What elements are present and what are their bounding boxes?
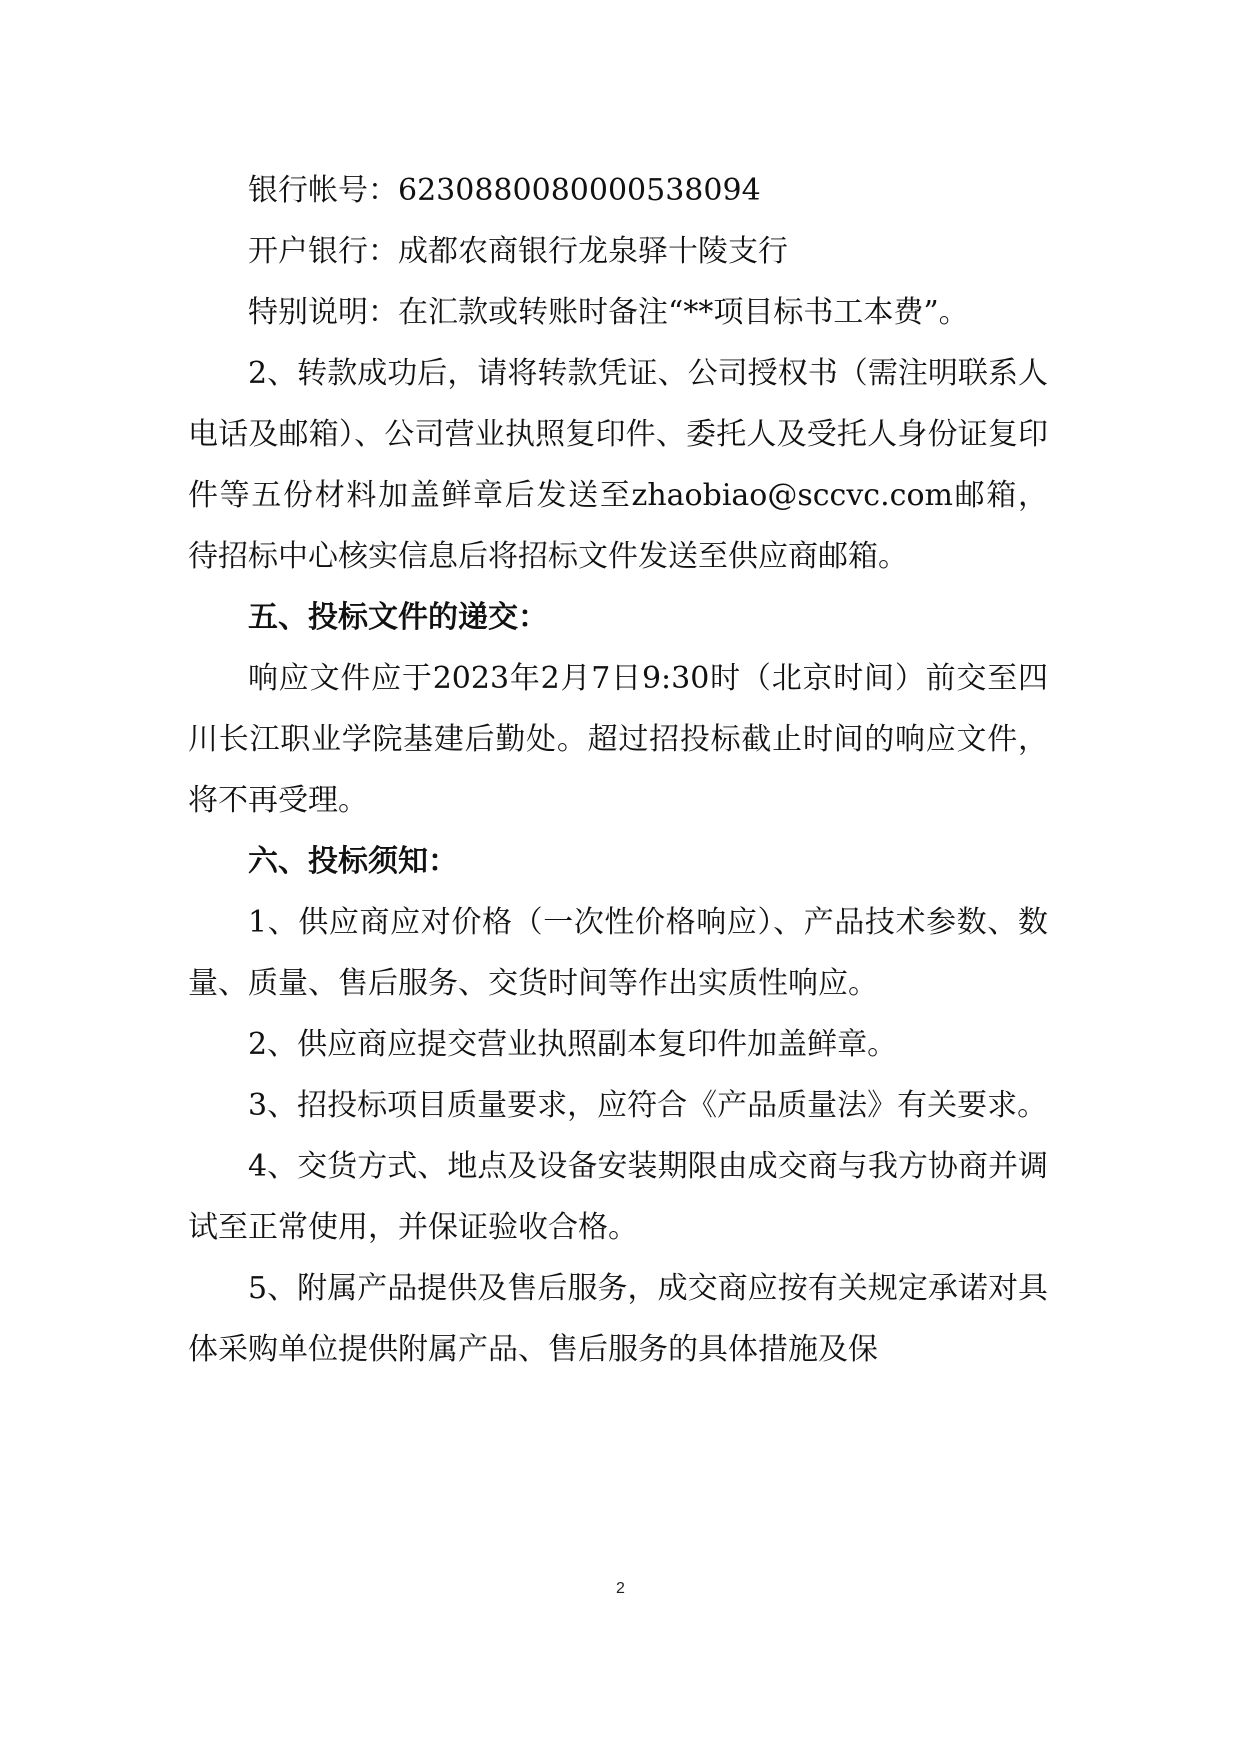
transfer-step-paragraph: 2、转款成功后，请将转款凭证、公司授权书（需注明联系人电话及邮箱）、公司营业执照复印件、委托人及受托人身份证复印件等五份材料加盖鲜章后发送至zhaobiao@sccvc.com邮箱，待招标中心核实信息后将招标文件发送至供应商邮箱。: [188, 356, 1048, 574]
notice-item-4: 4、交货方式、地点及设备安装期限由成交商与我方协商并调试至正常使用，并保证验收合格。: [188, 1149, 1048, 1245]
section-heading-notice: 六、投标须知：: [248, 844, 458, 879]
notice-item-3: 3、招投标项目质量要求，应符合《产品质量法》有关要求。: [248, 1088, 1048, 1123]
section-heading-submission: 五、投标文件的递交：: [248, 600, 548, 635]
notice-item-2: 2、供应商应提交营业执照副本复印件加盖鲜章。: [248, 1027, 898, 1062]
special-note-line: 特别说明：在汇款或转账时备注“**项目标书工本费”。: [248, 295, 969, 330]
bank-account-line: 银行帐号：6230880080000538094: [248, 173, 761, 208]
document-body: [188, 160, 1048, 1380]
page-number: 2: [616, 1580, 625, 1597]
submission-paragraph: 响应文件应于2023年2月7日9:30时（北京时间）前交至四川长江职业学院基建后勤处。超过招投标截止时间的响应文件，将不再受理。: [188, 661, 1048, 818]
notice-item-1: 1、供应商应对价格（一次性价格响应）、产品技术参数、数量、质量、售后服务、交货时间等作出实质性响应。: [188, 905, 1048, 1001]
notice-item-5: 5、附属产品提供及售后服务，成交商应按有关规定承诺对具体采购单位提供附属产品、售后服务的具体措施及保: [188, 1271, 1048, 1367]
bank-name-line: 开户银行：成都农商银行龙泉驿十陵支行: [248, 234, 788, 269]
